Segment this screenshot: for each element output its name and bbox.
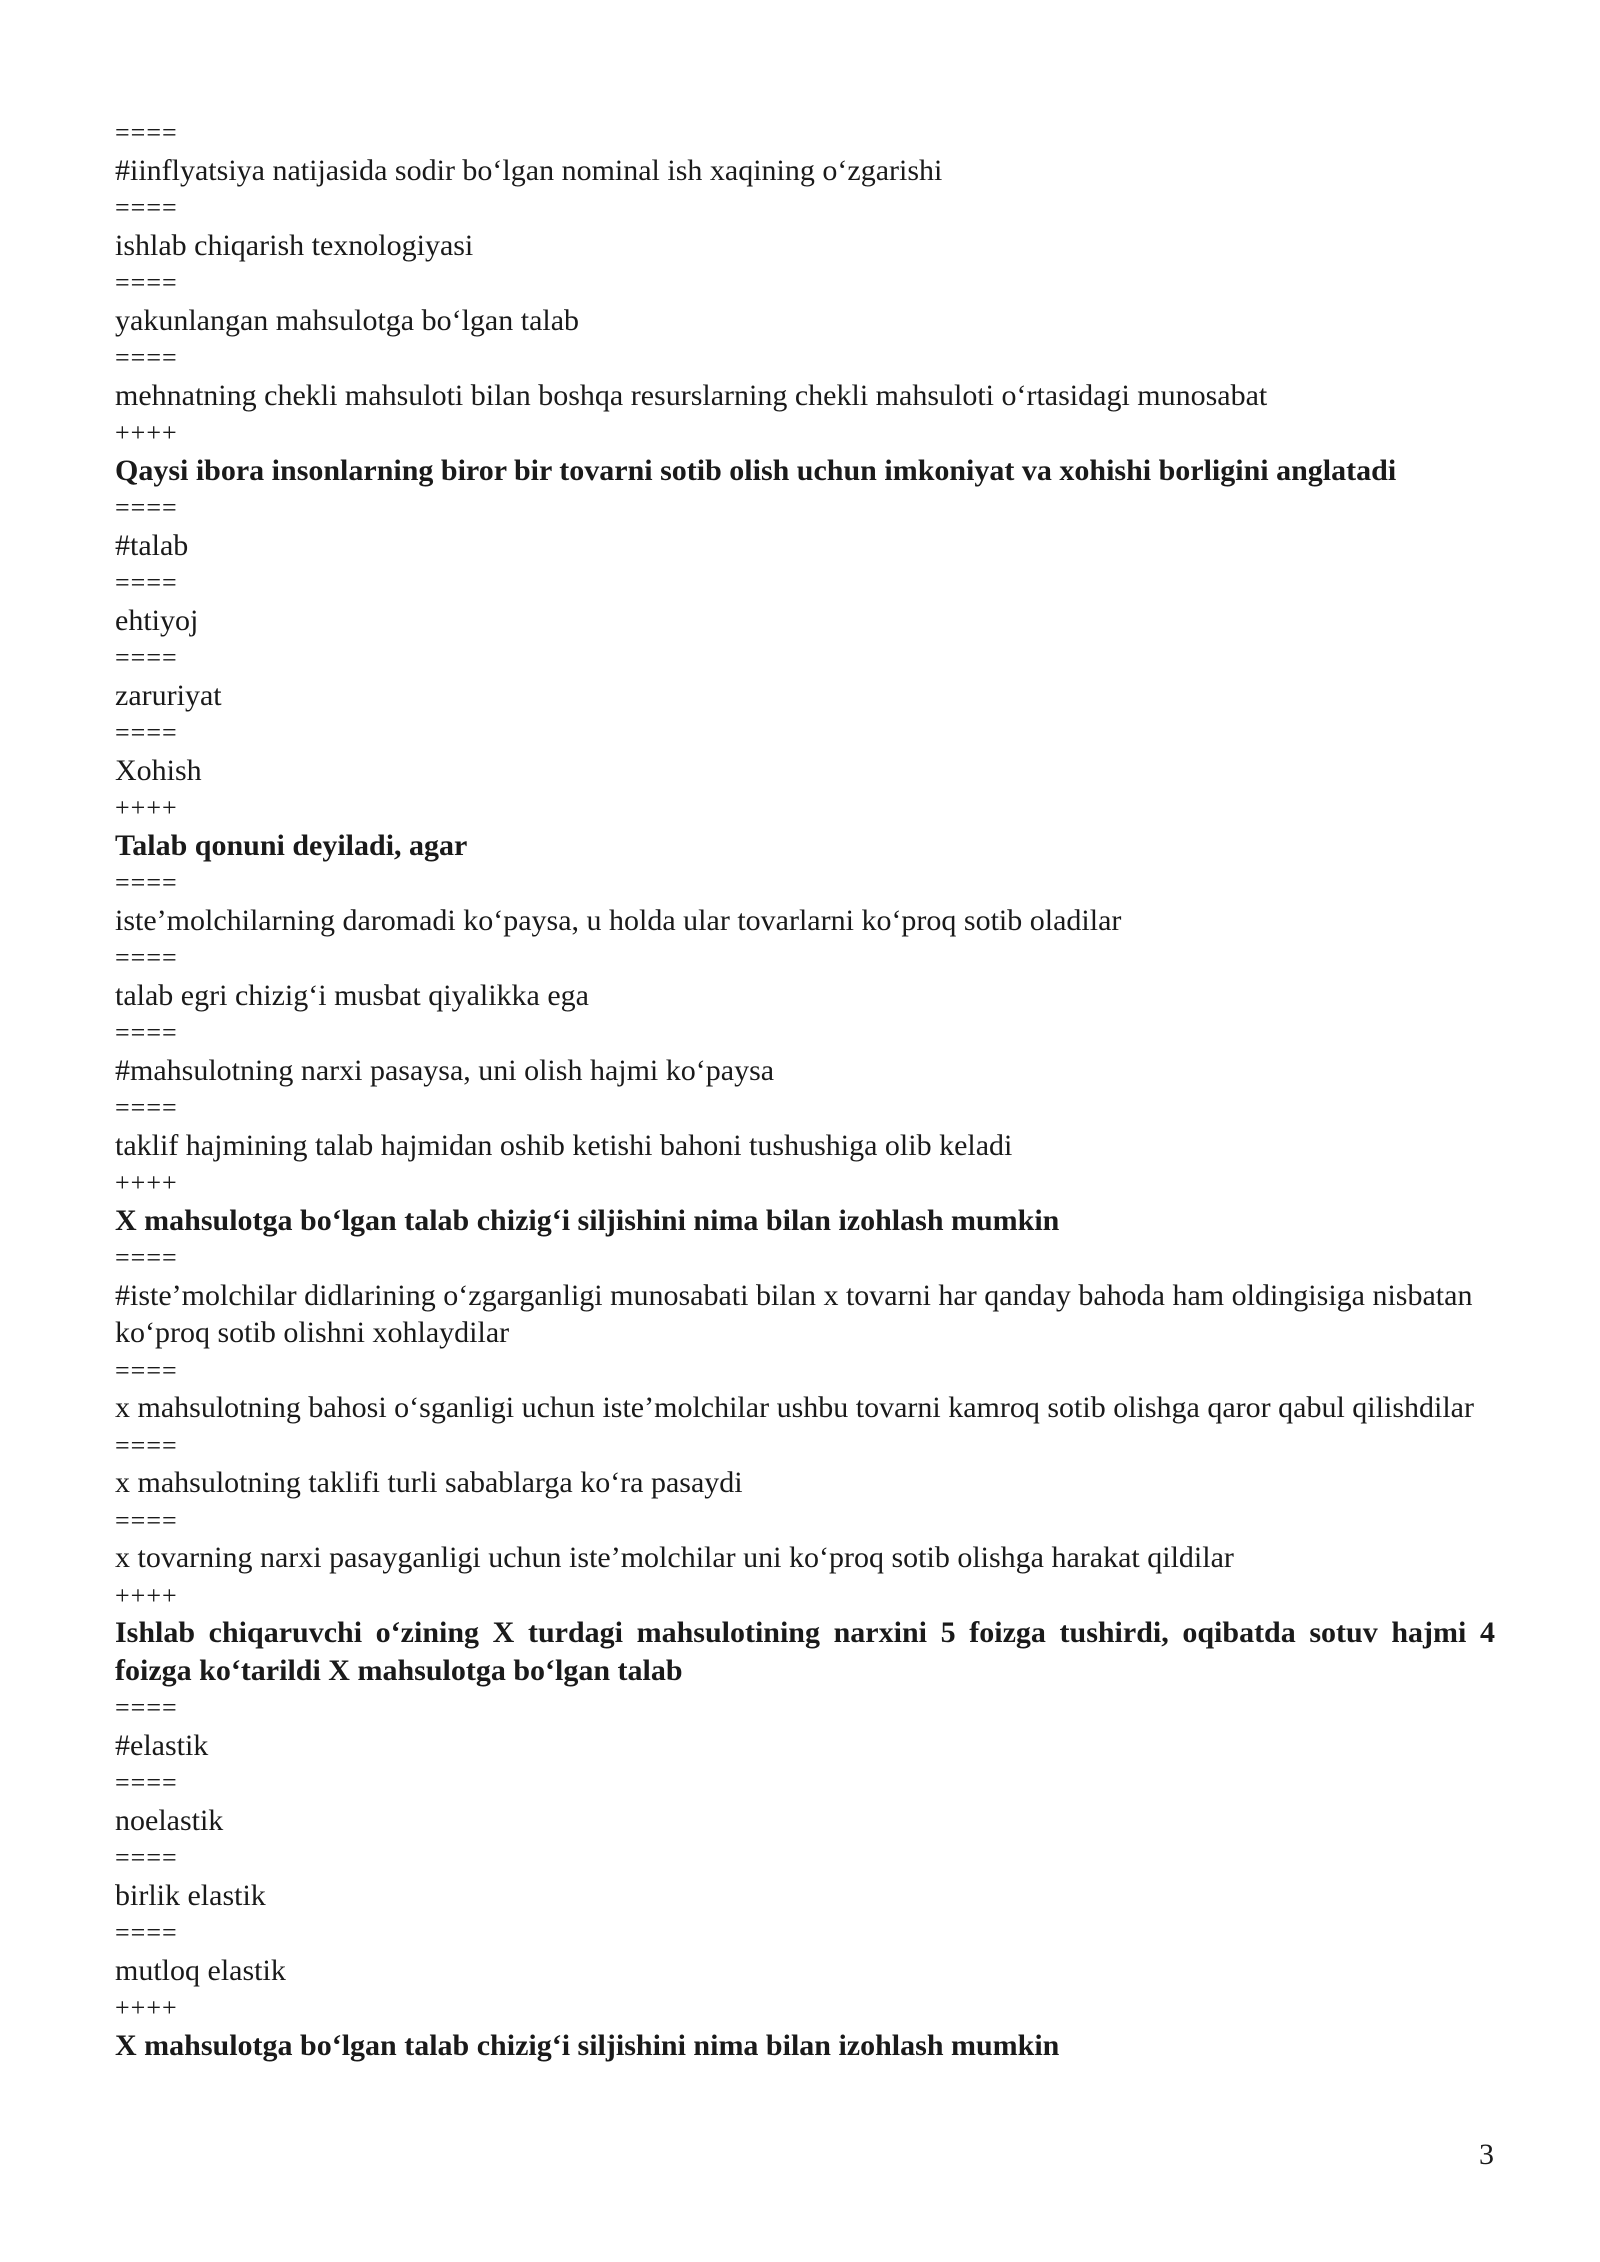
separator-line: ====	[115, 118, 178, 147]
separator-line: ++++	[115, 1580, 178, 1610]
question-text: X mahsulotga bo‘lgan talab chizig‘i siljishini nima bilan izohlash mumkin	[115, 2028, 1060, 2062]
separator-line: ++++	[115, 793, 178, 822]
answer-option: birlik elastik	[115, 1878, 266, 1912]
separator-line: ====	[115, 1843, 178, 1872]
answer-option: #mahsulotning narxi pasaysa, uni olish hajmi ko‘paysa	[115, 1053, 775, 1087]
answer-option: mehnatning chekli mahsuloti bilan boshqa resurslarning chekli mahsuloti o‘rtasidagi munosabat	[115, 378, 1268, 412]
separator-line: ====	[115, 943, 178, 972]
separator-line: ====	[115, 1693, 178, 1722]
separator-line: ++++	[115, 1993, 178, 2022]
separator-line: ====	[115, 268, 178, 297]
answer-option: zaruriyat	[115, 678, 222, 712]
answer-option: Xohish	[115, 753, 202, 787]
question-text: Qaysi ibora insonlarning biror bir tovarni sotib olish uchun imkoniyat va xohishi borligini anglatadi	[115, 453, 1397, 487]
separator-line: ====	[115, 1093, 178, 1122]
separator-line: ++++	[115, 418, 178, 447]
separator-line: ====	[115, 718, 178, 747]
question-text: Ishlab chiqaruvchi o‘zining X turdagi mahsulotining narxini 5 foizga tushirdi, oqibatda sotuv hajmi 4 foizga ko‘tarildi X mahsulotga bo‘lgan talab	[115, 1616, 1503, 1687]
answer-option: #iinflyatsiya natijasida sodir bo‘lgan nominal ish xaqining o‘zgarishi	[115, 153, 943, 187]
separator-line: ====	[115, 1505, 178, 1535]
separator-line: ====	[115, 1430, 178, 1460]
separator-line: ====	[115, 343, 178, 372]
answer-option: #talab	[115, 528, 189, 562]
answer-option: x tovarning narxi pasayganligi uchun iste’molchilar uni ko‘proq sotib olishga harakat qildilar	[115, 1541, 1234, 1574]
answer-option: x mahsulotning taklifi turli sabablarga ko‘ra pasaydi	[115, 1466, 743, 1499]
separator-line: ====	[115, 1355, 178, 1385]
separator-line: ====	[115, 1768, 178, 1797]
answer-option: #elastik	[115, 1728, 209, 1762]
separator-line: ====	[115, 193, 178, 222]
answer-option: noelastik	[115, 1803, 224, 1837]
separator-line: ====	[115, 568, 178, 597]
answer-option: #iste’molchilar didlarining o‘zgarganligi munosabati bilan x tovarni har qanday bahoda ham oldingisiga nisbatan ko‘proq sotib olishni xohlaydilar	[115, 1278, 1480, 1349]
document-body	[115, 114, 1503, 2064]
page-number: 3	[1479, 2138, 1494, 2171]
separator-line: ====	[115, 868, 178, 897]
separator-line: ====	[115, 493, 178, 522]
answer-option: taklif hajmining talab hajmidan oshib ketishi bahoni tushushiga olib keladi	[115, 1128, 1013, 1162]
answer-option: yakunlangan mahsulotga bo‘lgan talab	[115, 303, 580, 337]
separator-line: ====	[115, 1243, 178, 1272]
answer-option: iste’molchilarning daromadi ko‘paysa, u holda ular tovarlarni ko‘proq sotib oladilar	[115, 903, 1122, 937]
answer-option: mutloq elastik	[115, 1953, 286, 1987]
question-text: X mahsulotga bo‘lgan talab chizig‘i siljishini nima bilan izohlash mumkin	[115, 1203, 1060, 1237]
separator-line: ====	[115, 643, 178, 672]
answer-option: ishlab chiqarish texnologiyasi	[115, 228, 474, 262]
separator-line: ++++	[115, 1168, 178, 1197]
answer-option: x mahsulotning bahosi o‘sganligi uchun iste’molchilar ushbu tovarni kamroq sotib olishga qaror qabul qilishdilar	[115, 1391, 1474, 1424]
question-text: Talab qonuni deyiladi, agar	[115, 828, 468, 862]
separator-line: ====	[115, 1918, 178, 1947]
answer-option: talab egri chizig‘i musbat qiyalikka ega	[115, 978, 589, 1012]
answer-option: ehtiyoj	[115, 603, 199, 637]
separator-line: ====	[115, 1018, 178, 1047]
